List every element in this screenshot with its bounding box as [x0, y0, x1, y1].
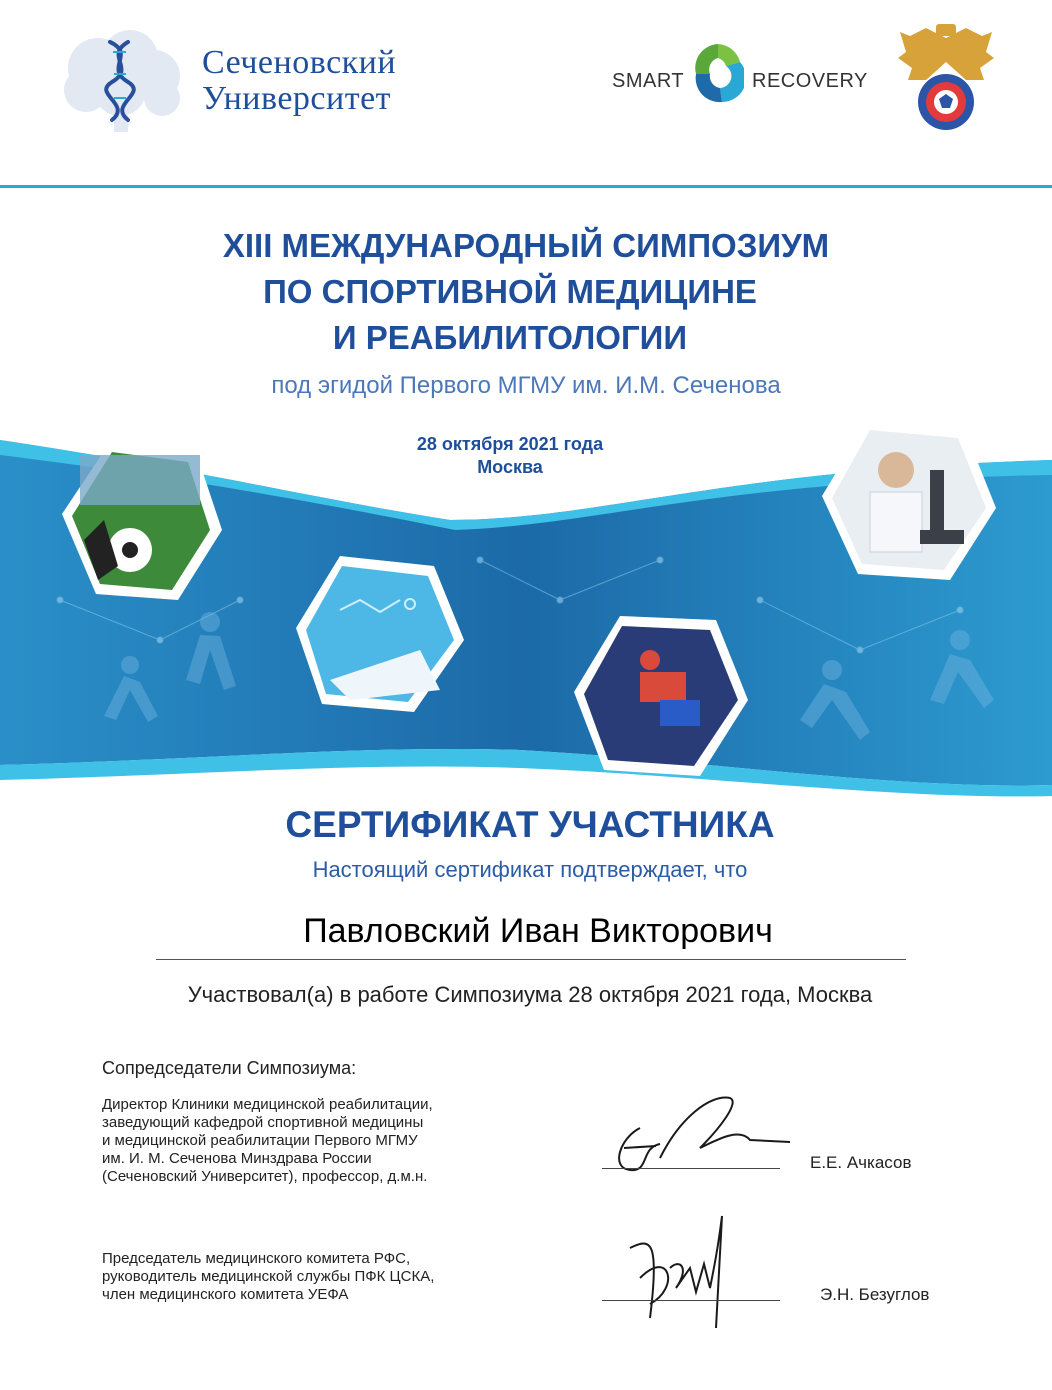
- university-name-line1: Сеченовский: [202, 44, 397, 81]
- event-title-line2: ПО СПОРТИВНОЙ МЕДИЦИНЕ: [263, 273, 757, 310]
- chair-2-signature: [610, 1208, 750, 1334]
- chair-1-signature: [600, 1088, 800, 1178]
- chair-1-role-line: и медицинской реабилитации Первого МГМУ: [102, 1132, 418, 1149]
- chair-1-role: [102, 1096, 433, 1186]
- event-date: 28 октября 2021 года: [416, 434, 604, 454]
- rfs-eagle-emblem-icon: [896, 22, 996, 134]
- chair-1-role-line: заведующий кафедрой спортивной медицины: [102, 1114, 424, 1131]
- chair-2-signature-line: [602, 1300, 780, 1301]
- event-city: Москва: [477, 457, 543, 477]
- certificate-subtitle: Настоящий сертификат подтверждает, что: [312, 857, 748, 882]
- co-chairs-heading: Сопредседатели Симпозиума:: [102, 1058, 357, 1078]
- recipient-underline: [156, 959, 906, 960]
- chair-1-role-line: (Сеченовский Университет), профессор, д.м.н.: [102, 1168, 428, 1185]
- smart-recovery-text-left: SMART: [612, 70, 685, 92]
- chair-1-role-line: им. И. М. Сеченова Минздрава России: [102, 1150, 372, 1167]
- sechenov-tree-logo-icon: [58, 28, 186, 132]
- event-title-line1: XIII МЕЖДУНАРОДНЫЙ СИМПОЗИУМ: [222, 227, 830, 264]
- recipient-name: Павловский Иван Викторович: [303, 912, 773, 950]
- chair-1-name: Е.Е. Ачкасов: [810, 1153, 912, 1172]
- university-name-line2: Университет: [202, 80, 392, 117]
- chair-1-signature-line: [602, 1168, 780, 1169]
- smart-recovery-logo-icon: [692, 40, 744, 106]
- chair-2-role-line: руководитель медицинской службы ПФК ЦСКА,: [102, 1268, 435, 1285]
- header: [0, 0, 1052, 188]
- header-divider: [0, 185, 1052, 188]
- chair-2-role: [102, 1250, 434, 1304]
- chair-1-role-line: Директор Клиники медицинской реабилитации,: [102, 1096, 433, 1113]
- event-subtitle: под эгидой Первого МГМУ им. И.М. Сеченова: [271, 372, 781, 399]
- certificate-title: СЕРТИФИКАТ УЧАСТНИКА: [285, 804, 775, 845]
- chair-2-role-line: Председатель медицинского комитета РФС,: [102, 1250, 411, 1267]
- smart-recovery-text-right: RECOVERY: [752, 70, 868, 92]
- event-title-line3: И РЕАБИЛИТОЛОГИИ: [332, 319, 688, 356]
- chair-2-role-line: член медицинского комитета УЕФА: [102, 1286, 349, 1303]
- participation-statement: Участвовал(а) в работе Симпозиума 28 октября 2021 года, Москва: [187, 982, 873, 1007]
- chair-2-name: Э.Н. Безуглов: [820, 1285, 930, 1304]
